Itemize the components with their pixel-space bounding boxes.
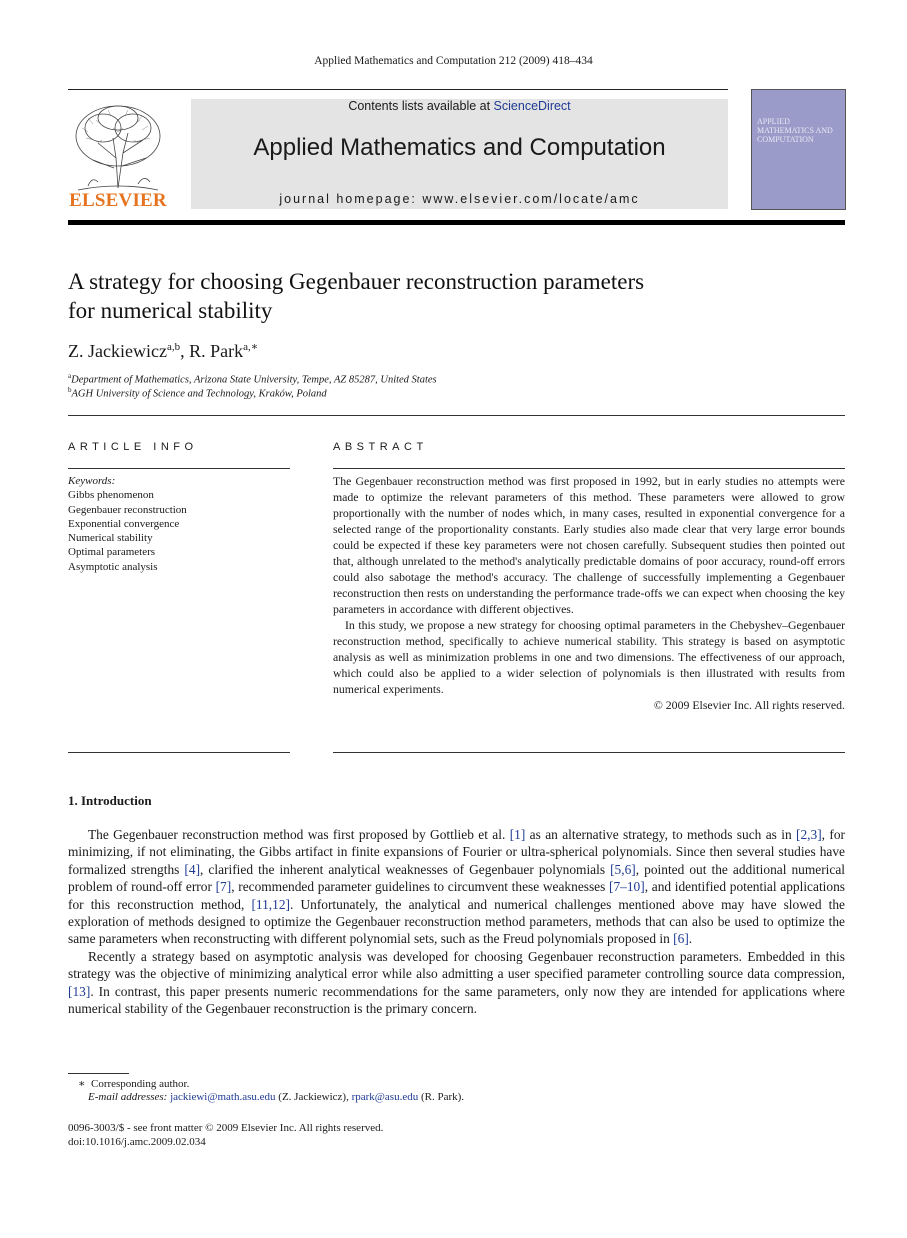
keyword: Numerical stability: [68, 532, 153, 545]
citation-link[interactable]: [13]: [68, 983, 91, 999]
footnote-emails: [88, 1091, 464, 1103]
citation-link[interactable]: [1]: [509, 827, 526, 842]
abstract-divider-bottom: [333, 752, 845, 753]
journal-title: Applied Mathematics and Computation: [253, 134, 666, 161]
cover-title: APPLIED MATHEMATICS AND COMPUTATION: [757, 117, 833, 144]
text: , and identified potential applications for this reconstruction method,: [68, 879, 845, 912]
contents-line: [191, 99, 728, 113]
keyword: Asymptotic analysis: [68, 560, 158, 573]
citation-link[interactable]: [7–10]: [609, 879, 645, 895]
info-divider: [68, 468, 290, 469]
keyword: Gibbs phenomenon: [68, 489, 154, 502]
title-line-1: A strategy for choosing Gegenbauer reconstruction parameters: [68, 269, 645, 294]
abstract-heading: ABSTRACT: [333, 441, 428, 453]
keyword: Gegenbauer reconstruction: [68, 503, 187, 516]
text: Recently a strategy based on asymptotic analysis was developed for choosing Gegenbauer reconstruction parameters. Embedded in this strategy was the objective of minimizing analytical error while also admitting a user specified parameter controlling source data compression,: [68, 948, 845, 982]
affiliation-a: [68, 372, 437, 386]
article-info-heading: ARTICLE INFO: [68, 441, 198, 453]
copyright: © 2009 Elsevier Inc. All rights reserved.: [653, 698, 845, 712]
email-link-1[interactable]: jackiewi@math.asu.edu: [170, 1091, 276, 1103]
abstract-paragraph-2: In this study, we propose a new strategy for choosing optimal parameters in the Chebyshev–Gegenbauer reconstruction method, specifically to achieve numerical stability. This strategy is based on asymptotic analysis as well as minimization problems in one and two dimensions. The effectiveness of our approach, which could also be applied to a wider selection of polynomials is then illustrated with results from numerical experiments.: [333, 618, 845, 696]
top-rule: [68, 89, 728, 90]
text: The Gegenbauer reconstruction method was first proposed by Gottlieb et al.: [88, 827, 510, 842]
doi[interactable]: doi:10.1016/j.amc.2009.02.034: [68, 1136, 206, 1148]
abstract-body: [333, 473, 845, 713]
intro-paragraph-2: [68, 948, 845, 1018]
email-owner-2: (R. Park).: [418, 1091, 465, 1103]
footnote-text: Corresponding author.: [90, 1078, 190, 1090]
affiliation-mark: a: [68, 372, 72, 380]
keywords-label: Keywords:: [68, 475, 116, 487]
footnote-divider: [68, 1073, 129, 1074]
email-owner-1: (Z. Jackiewicz),: [275, 1091, 352, 1103]
email-link-2[interactable]: rpark@asu.edu: [351, 1091, 419, 1103]
citation-link[interactable]: [2,3]: [796, 827, 822, 842]
email-label: E-mail addresses:: [88, 1091, 168, 1103]
citation-link[interactable]: [6]: [673, 931, 689, 947]
title-line-2: for numerical stability: [68, 298, 273, 323]
keyword: Exponential convergence: [68, 517, 180, 530]
abstract-paragraph-1: The Gegenbauer reconstruction method was first proposed in 1992, but in early studies no attempts were made to optimize the relevant parameters of this method. These parameters were allowed to grow proportionally with the number of nodes which, in many cases, resulted in exponential convergence for a selected range of the proportionality constants. Early studies also made clear that very large error bounds could be expected if these key parameters were not chosen carefully. Subsequent studies then pointed out that, although unrelated to the method's analytically predictable domains of poor accuracy, round-off errors could also sabotage the method's accuracy. The challenge of successfully implementing a Gegenbauer reconstruction then rests on understanding the performance trade-offs we can expect when choosing the key parameters in accordance with different objectives.: [333, 474, 845, 616]
author-2-affiliation: a,∗: [243, 341, 259, 353]
text: .: [688, 931, 693, 947]
footnote-mark: ∗: [78, 1078, 86, 1090]
keyword: Optimal parameters: [68, 546, 156, 559]
running-head: Applied Mathematics and Computation 212 (2009) 418–434: [314, 55, 593, 67]
citation-link[interactable]: [5,6]: [610, 861, 636, 877]
keywords-list: [68, 474, 290, 574]
sciencedirect-link[interactable]: ScienceDirect: [493, 99, 571, 113]
contents-prefix: Contents lists available at: [348, 99, 494, 113]
authors: Z. Jackiewicz$^{a,b}$, R. Park$^{a,∗}$: [68, 341, 259, 361]
text: , pointed out the additional numerical problem of round-off error: [68, 861, 846, 895]
journal-homepage[interactable]: journal homepage: www.elsevier.com/locate/amc: [279, 192, 640, 206]
text: . In contrast, this paper presents numeric recommendations for the same parameters, only now they are intended for applications where numerical stability of the Gegenbauer reconstruction is the primary concern.: [68, 983, 845, 1017]
article-title: [68, 267, 788, 325]
section-divider: [68, 415, 845, 416]
citation-link[interactable]: [11,12]: [251, 896, 291, 912]
header-divider: [68, 220, 845, 225]
citation-link[interactable]: [7]: [215, 879, 232, 895]
journal-cover-icon: [751, 89, 846, 210]
affiliation-mark: b: [68, 386, 72, 394]
author-1[interactable]: Z. Jackiewicz: [68, 341, 167, 361]
text: , recommended parameter guidelines to circumvent these weaknesses: [231, 879, 610, 895]
intro-paragraph-1: [68, 826, 845, 948]
abstract-divider: [333, 468, 845, 469]
section-heading-introduction: 1. Introduction: [68, 793, 152, 808]
citation-link[interactable]: [4]: [184, 861, 201, 877]
text: as an alternative strategy, to methods such as in: [525, 827, 796, 842]
text: , clarified the inherent analytical weaknesses of Gegenbauer polynomials: [200, 861, 611, 877]
front-matter: 0096-3003/$ - see front matter © 2009 Elsevier Inc. All rights reserved.: [68, 1122, 384, 1134]
text: . Unfortunately, the analytical and numerical challenges mentioned above may have slowed the exploration of methods designed to optimize the Gegenbauer reconstruction method parameters, methods that can also be used to optimize the same parameters when reconstructing with different polynomial sets, such as the Freud polynomials proposed in: [68, 896, 845, 947]
info-divider-bottom: [68, 752, 290, 753]
text: , for minimizing, if not eliminating, the Gibbs artifact in finite expansions of Fourier or ultra-spherical polynomials. Since then several studies have formalized strengths: [68, 827, 845, 877]
introduction-body: [68, 826, 845, 1017]
affiliation-b: [68, 386, 327, 400]
publisher-logo-text: ELSEVIER: [69, 190, 167, 211]
affiliation-text: Department of Mathematics, Arizona State University, Tempe, AZ 85287, United States: [71, 374, 437, 386]
author-2[interactable]: R. Park: [189, 341, 244, 361]
affiliation-text: AGH University of Science and Technology, Kraków, Poland: [71, 388, 327, 400]
author-1-affiliation: a,b: [166, 341, 181, 353]
footnote-corresponding: [78, 1077, 189, 1090]
